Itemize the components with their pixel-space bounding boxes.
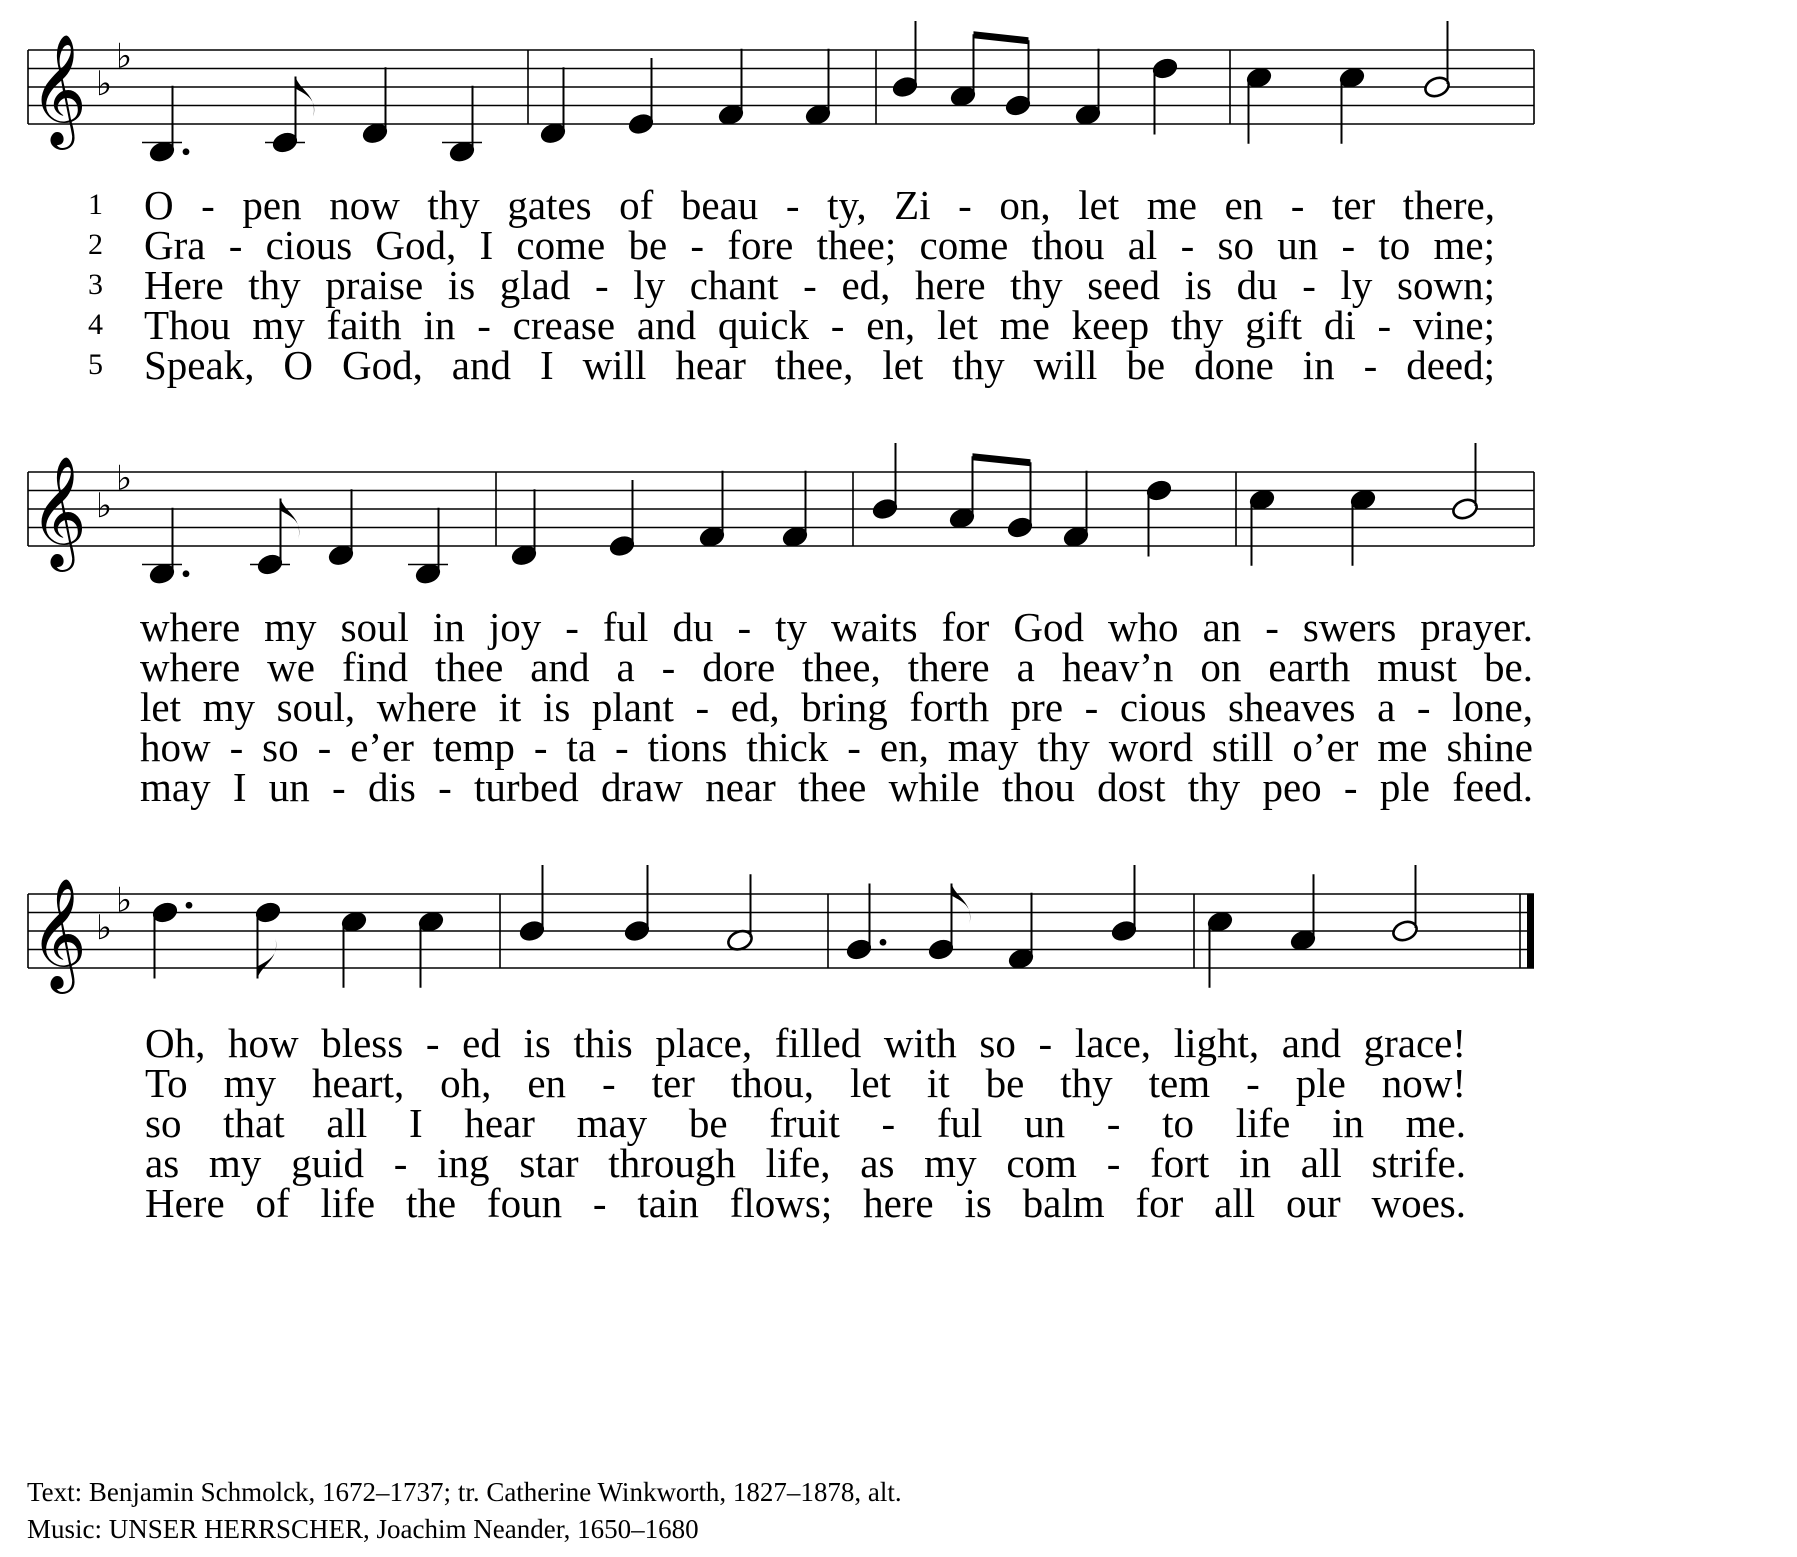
lyric-syllable: tem [1148,1060,1211,1106]
lyric-hyphen: - [690,222,705,268]
lyric-hyphen: - [958,182,972,228]
lyric-syllable: that [223,1100,285,1146]
augmentation-dot [183,148,190,155]
lyric-syllable: me; [1433,222,1495,268]
lyric-syllable: earth [1268,644,1351,690]
lyric-syllable: ly [1340,262,1373,308]
lyric-syllable: on [1200,644,1242,690]
lyric-hyphen: - [881,1100,896,1146]
lyric-syllable: let [882,342,924,388]
lyric-hyphen: - [1416,684,1431,730]
lyric-syllable: thy [248,262,301,308]
lyric-syllable: thy [1037,724,1090,770]
lyric-syllable: I [539,342,554,388]
lyric-syllable: thou [1031,222,1105,268]
lyric-syllable: in [1332,1100,1364,1146]
lyric-syllable: so [979,1020,1016,1066]
lyric-syllable: seed [1087,262,1161,308]
text-credit: Text: Benjamin Schmolck, 1672–1737; tr. Catherine Winkworth, 1827–1878, alt. [27,1477,902,1507]
lyric-syllable: as [860,1140,895,1186]
lyric-syllable: my [924,1140,977,1186]
lyric-hyphen: - [1363,342,1378,388]
lyric-syllable: me. [1405,1100,1466,1146]
lyric-syllable: may [947,724,1019,770]
lyric-syllable: woes. [1371,1180,1466,1226]
lyric-syllable: to [1162,1100,1195,1146]
lyric-syllable: ter [1331,182,1376,228]
lyric-syllable: thy [1060,1060,1113,1106]
lyric-hyphen: - [1302,262,1316,308]
lyric-syllable: en [1224,182,1264,228]
lyric-syllable: ple [1379,764,1430,810]
lyric-syllable: thee, [802,644,881,690]
lyric-syllable: let [937,302,978,348]
lyric-syllable: ta [566,724,597,770]
lyric-hyphen: - [847,724,861,770]
lyric-hyphen: - [602,1060,616,1106]
lyric-hyphen: - [1246,1060,1260,1106]
lyric-syllable: keep [1071,302,1150,348]
lyric-syllable: let [1078,182,1120,228]
verse-number: 1 [88,188,103,221]
lyric-syllable: now! [1381,1060,1466,1106]
lyric-syllable: ty [775,604,807,650]
lyric-hyphen: - [317,724,332,770]
lyric-syllable: how [227,1020,299,1066]
lyric-hyphen: - [1106,1140,1121,1186]
lyric-syllable: al [1127,222,1158,268]
lyric-syllable: in [1302,342,1335,388]
lyric-syllable: fort [1150,1140,1210,1186]
lyric-syllable: waits [830,604,918,650]
lyric-syllable: thee [434,644,504,690]
lyric-syllable: be [688,1100,728,1146]
lyric-syllable: ty, [827,182,867,228]
flat-icon: ♭ [116,36,133,77]
verse-number: 3 [88,268,103,301]
lyric-syllable: un [1277,222,1319,268]
lyric-syllable: where [140,604,241,650]
lyric-syllable: crease [512,302,616,348]
lyric-hyphen: - [614,724,629,770]
lyric-syllable: gates [507,182,592,228]
lyric-syllable: Gra [144,222,206,268]
lyric-hyphen: - [594,262,609,308]
lyric-syllable: tain [637,1180,699,1226]
lyric-syllable: O [144,182,174,228]
lyric-syllable: e’er [350,724,414,770]
lyric-hyphen: - [425,1020,440,1066]
lyric-syllable: ly [633,262,666,308]
lyric-hyphen: - [1341,222,1356,268]
lyric-syllable: thick [746,724,829,770]
lyric-syllable: Here [144,262,224,308]
lyric-syllable: is [447,262,476,308]
lyric-syllable: me [1377,724,1428,770]
lyric-syllable: ter [651,1060,695,1106]
lyric-syllable: for [941,604,990,650]
lyric-syllable: thy [1170,302,1224,348]
lyric-syllable: ed, [730,684,780,730]
lyric-syllable: now [329,182,400,228]
lyric-syllable: the [405,1180,457,1226]
verse-number: 2 [88,228,103,261]
lyric-syllable: guid [291,1140,364,1186]
credits [27,1474,902,1548]
flat-icon: ♭ [116,458,133,499]
lyric-syllable: all [326,1100,368,1146]
lyric-syllable: strife. [1371,1140,1466,1186]
lyric-syllable: un [1024,1100,1066,1146]
lyric-syllable: my [252,302,305,348]
lyric-syllable: it [926,1060,950,1106]
lyric-syllable: be. [1484,644,1533,690]
lyric-syllable: pen [242,182,302,228]
lyric-syllable: swers [1302,604,1397,650]
lyric-syllable: beau [680,182,759,228]
lyric-syllable: praise [325,262,424,308]
lyric-syllable: a [1377,684,1396,730]
lyric-syllable: be [1126,342,1166,388]
lyric-syllable: done [1194,342,1274,388]
lyric-syllable: dost [1097,764,1166,810]
beam [973,453,1031,466]
lyric-syllable: ing [437,1140,490,1186]
lyric-syllable: for [1135,1180,1184,1226]
lyric-syllable: be [628,222,668,268]
lyric-hyphen: - [695,684,710,730]
lyric-syllable: en, [866,302,916,348]
lyric-hyphen: - [229,724,244,770]
lyric-syllable: me [1146,182,1197,228]
lyric-syllable: our [1285,1180,1341,1226]
lyric-syllable: will [1033,342,1098,388]
lyric-syllable: pre [1010,684,1064,730]
lyric-syllable: all [1300,1140,1342,1186]
augmentation-dot [183,570,190,577]
lyric-syllable: forth [909,684,990,730]
lyric-syllable: with [883,1020,957,1066]
lyric-syllable: we [267,644,315,690]
lyric-syllable: joy [488,604,542,650]
lyric-syllable: thy [1187,764,1241,810]
lyric-syllable: here [915,262,986,308]
lyric-syllable: heav’n [1061,644,1174,690]
lyric-syllable: cious [1119,684,1207,730]
lyric-syllable: come [919,222,1009,268]
lyric-hyphen: - [803,262,817,308]
lyric-syllable: of [619,182,654,228]
lyric-syllable: heart, [312,1060,405,1106]
lyric-syllable: di [1323,302,1356,348]
lyric-syllable: thee, [774,342,854,388]
lyric-syllable: thy [427,182,480,228]
lyric-syllable: ple [1295,1060,1346,1106]
lyric-syllable: hear [675,342,746,388]
flat-icon: ♭ [96,908,113,948]
lyric-syllable: near [705,764,776,810]
lyric-syllable: God, [341,342,423,388]
music-credit: Music: UNSER HERRSCHER, Joachim Neander, 1650–1680 [27,1514,699,1544]
lyric-hyphen: - [785,182,800,228]
lyric-hyphen: - [533,724,548,770]
lyric-syllable: in [1239,1140,1271,1186]
lyric-hyphen: - [438,764,452,810]
augmentation-dot [186,902,193,909]
lyric-syllable: may [576,1100,648,1146]
verse-number: 4 [88,308,103,341]
note-flag [281,499,300,539]
lyric-syllable: who [1107,604,1179,650]
lyric-syllable: soul [340,604,409,650]
lyric-syllable: my [208,1140,262,1186]
lyric-syllable: sown; [1397,262,1495,308]
note-flag [952,884,971,924]
lyric-hyphen: - [1180,222,1195,268]
lyric-syllable: cious [265,222,353,268]
treble-clef-icon: 𝄞 [30,33,87,145]
lyric-syllable: ed [462,1020,501,1066]
lyric-syllable: thou [1001,764,1075,810]
lyric-syllable: quick [717,302,809,348]
lyric-syllable: it [498,684,522,730]
lyric-hyphen: - [228,222,243,268]
lyric-syllable: prayer. [1420,604,1533,650]
lyric-syllable: chant [689,262,779,308]
beam [974,31,1029,44]
lyric-syllable: ed, [841,262,891,308]
lyric-syllable: Oh, [145,1020,206,1066]
lyric-syllable: grace! [1363,1020,1466,1066]
lyric-syllable: is [1184,262,1213,308]
lyric-hyphen: - [393,1140,408,1186]
lyric-syllable: To [145,1060,188,1106]
lyric-syllable: let [849,1060,891,1106]
lyric-hyphen: - [1084,684,1099,730]
lyric-syllable: is [542,684,571,730]
lyric-syllable: Speak, [144,342,255,388]
lyric-syllable: on, [999,182,1051,228]
lyric-syllable: thy [1010,262,1063,308]
lyric-syllable: thee [798,764,867,810]
lyric-syllable: God [1013,604,1084,650]
lyric-syllable: a [616,644,635,690]
lyric-syllable: to [1378,222,1411,268]
lyric-hyphen: - [565,604,579,650]
lyric-syllable: en, [879,724,929,770]
lyric-syllable: so [262,724,299,770]
lyric-hyphen: - [1038,1020,1053,1066]
flat-icon: ♭ [96,64,113,104]
lyric-syllable: O [283,342,314,388]
lyric-syllable: flows; [729,1180,833,1226]
lyric-syllable: du [672,604,714,650]
lyric-hyphen: - [592,1180,607,1226]
lyric-syllable: feed. [1452,764,1533,810]
lyric-syllable: and [530,644,590,690]
lyric-syllable: fore [727,222,794,268]
lyric-hyphen: - [1265,604,1279,650]
lyric-syllable: dis [367,764,416,810]
lyric-syllable: gift [1245,302,1303,348]
lyric-syllable: bless [321,1020,404,1066]
lyric-syllable: com [1006,1140,1077,1186]
lyric-syllable: my [264,604,317,650]
lyric-syllable: is [964,1180,992,1226]
lyric-syllable: my [202,684,255,730]
lyric-syllable: and [636,302,697,348]
lyric-syllable: draw [601,764,683,810]
lyric-syllable: in [423,302,456,348]
lyric-syllable: life [320,1180,376,1226]
lyric-hyphen: - [661,644,676,690]
lyric-syllable: this [573,1020,633,1066]
verse-number: 5 [88,348,103,381]
lyric-syllable: ful [602,604,649,650]
lyric-hyphen: - [1343,764,1358,810]
lyric-syllable: faith [326,302,402,348]
lyric-syllable: come [516,222,606,268]
lyric-syllable: must [1377,644,1458,690]
lyric-syllable: an [1202,604,1242,650]
augmentation-dot [880,939,887,946]
lyric-syllable: there [907,644,990,690]
lyric-syllable: shine [1446,724,1533,770]
lyric-hyphen: - [830,302,845,348]
flat-icon: ♭ [116,880,133,921]
lyric-syllable: plant [591,684,674,730]
lyric-syllable: will [582,342,647,388]
lyric-syllable: so [145,1100,182,1146]
lyric-syllable: in [432,604,465,650]
lyric-syllable: and [451,342,511,388]
lyric-syllable: while [888,764,980,810]
lyric-syllable: find [341,644,408,690]
lyric-syllable: is [523,1020,551,1066]
lyric-syllable: all [1214,1180,1256,1226]
lyric-syllable: lace, [1074,1020,1152,1066]
treble-clef-icon: 𝄞 [30,455,87,567]
lyric-syllable: so [1217,222,1254,268]
lyric-syllable: I [479,222,494,268]
lyric-syllable: be [985,1060,1025,1106]
lyric-hyphen: - [1290,182,1305,228]
lyric-syllable: may [140,764,211,810]
lyric-syllable: place, [655,1020,753,1066]
lyric-hyphen: - [737,604,752,650]
treble-clef-icon: 𝄞 [30,877,87,989]
lyric-syllable: where [376,684,477,730]
lyric-syllable: where [140,644,241,690]
lyric-syllable: still [1211,724,1274,770]
lyric-syllable: me [999,302,1050,348]
lyric-syllable: soul, [276,684,356,730]
lyric-syllable: as [145,1140,180,1186]
lyric-syllable: temp [432,724,515,770]
lyric-syllable: of [255,1180,290,1226]
lyric-syllable: dore [702,644,776,690]
lyric-hyphen: - [201,182,215,228]
lyric-syllable: bring [801,684,888,730]
lyric-hyphen: - [1377,302,1392,348]
note-flag [258,939,277,979]
lyric-syllable: filled [774,1020,862,1066]
lyric-syllable: ful [936,1100,983,1146]
flat-icon: ♭ [96,486,113,526]
lyric-syllable: en [527,1060,567,1106]
lyric-syllable: foun [486,1180,563,1226]
lyric-syllable: life, [765,1140,831,1186]
lyric-syllable: peo [1262,764,1322,810]
lyric-syllable: hear [464,1100,535,1146]
lyric-hyphen: - [477,302,491,348]
lyric-syllable: du [1236,262,1278,308]
lyric-syllable: word [1108,724,1193,770]
lyric-syllable: thy [952,342,1005,388]
lyric-syllable: God, [375,222,457,268]
lyric-syllable: star [519,1140,579,1186]
lyric-syllable: through [608,1140,736,1186]
lyric-syllable: I [408,1100,423,1146]
lyric-syllable: I [232,764,247,810]
lyric-syllable: o’er [1292,724,1359,770]
lyric-syllable: light, [1173,1020,1260,1066]
lyric-syllable: there, [1402,182,1495,228]
lyric-syllable: how [140,724,211,770]
note-flag [296,77,315,117]
lyric-hyphen: - [1106,1100,1121,1146]
lyric-syllable: let [140,684,181,730]
lyric-syllable: a [1016,644,1035,690]
lyric-syllable: Thou [144,302,231,348]
lyric-syllable: un [268,764,310,810]
lyric-syllable: lone, [1452,684,1533,730]
lyric-syllable: life [1235,1100,1291,1146]
lyric-syllable: sheaves [1228,684,1356,730]
lyric-syllable: deed; [1406,342,1495,388]
lyric-syllable: my [223,1060,277,1106]
lyric-syllable: turbed [473,764,579,810]
lyric-syllable: fruit [769,1100,840,1146]
lyric-syllable: oh, [440,1060,492,1106]
lyric-syllable: Here [145,1180,225,1226]
lyric-syllable: tions [647,724,728,770]
lyric-syllable: thee; [816,222,897,268]
lyric-syllable: thou, [730,1060,814,1106]
lyric-syllable: balm [1022,1180,1105,1226]
lyric-hyphen: - [332,764,346,810]
lyric-syllable: glad [499,262,571,308]
lyric-syllable: here [863,1180,934,1226]
final-barline [1527,894,1534,968]
lyric-syllable: Zi [894,182,931,228]
lyric-syllable: vine; [1413,302,1495,348]
lyric-syllable: and [1281,1020,1341,1066]
